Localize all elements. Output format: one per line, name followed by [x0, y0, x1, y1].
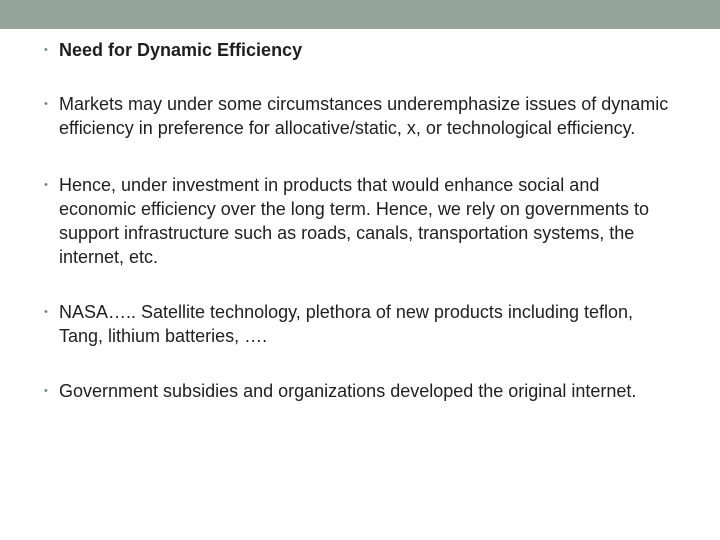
bullet-heading: [44, 38, 672, 62]
bullet-item: [44, 92, 672, 140]
slide-content: [44, 38, 672, 403]
bullet-icon: •: [44, 179, 48, 191]
bullet-text: Need for Dynamic Efficiency: [59, 40, 303, 60]
slide-header-bar: [0, 0, 720, 29]
bullet-icon: •: [44, 98, 48, 110]
bullet-icon: •: [44, 306, 48, 318]
bullet-text: NASA….. Satellite technology, plethora of new products including teflon, Tang, lithium batteries, ….: [59, 302, 633, 346]
bullet-text: Markets may under some circumstances underemphasize issues of dynamic efficiency in preference for allocative/static, x, or technological efficiency.: [59, 94, 669, 138]
bullet-text: Government subsidies and organizations developed the original internet.: [59, 381, 637, 401]
bullet-icon: •: [44, 44, 48, 56]
bullet-item: [44, 379, 672, 403]
bullet-item: [44, 173, 672, 269]
bullet-item: [44, 300, 672, 348]
bullet-icon: •: [44, 385, 48, 397]
bullet-text: Hence, under investment in products that would enhance social and economic efficiency over the long term. Hence, we rely on governments to support infrastructure such as roads, canals, transportation systems, the internet, etc.: [59, 175, 649, 267]
